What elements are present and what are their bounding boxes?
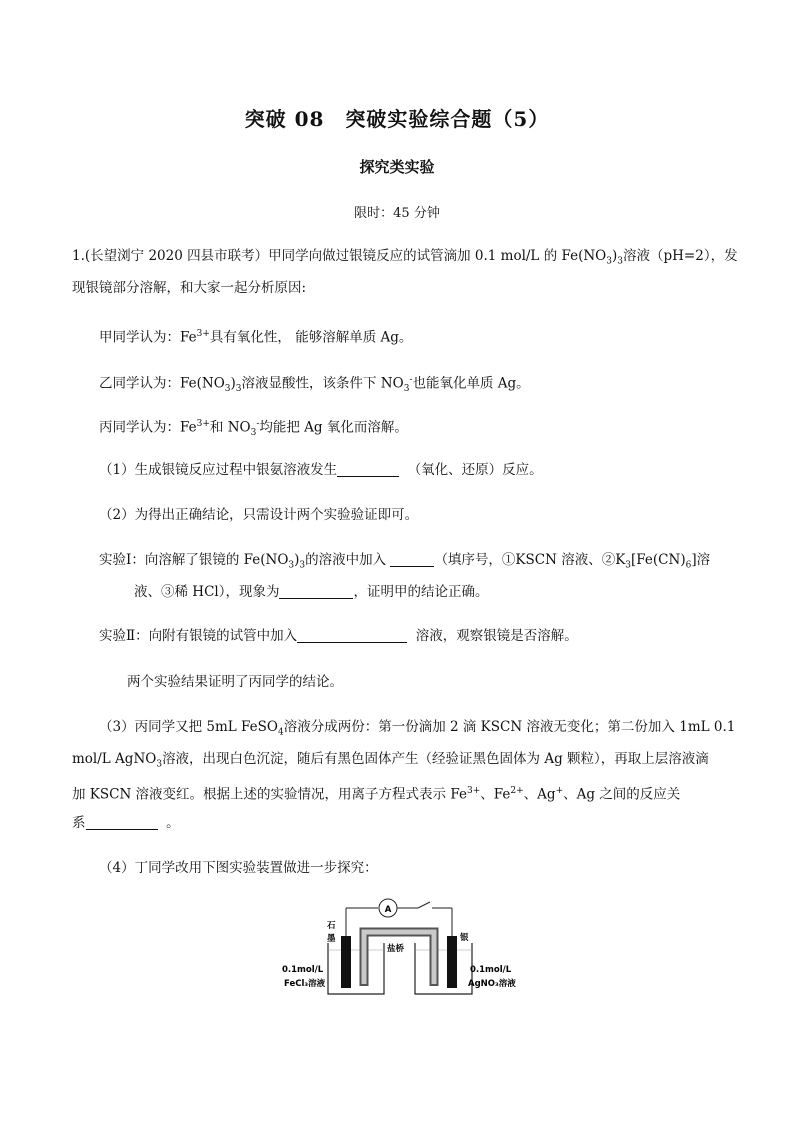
right-concentration: 0.1mol/L xyxy=(470,965,512,975)
time-limit: 限时：45 分钟 xyxy=(354,206,440,221)
left-solution: FeCl₃溶液 xyxy=(284,979,326,989)
right-electrode-label: 银 xyxy=(460,933,469,943)
right-beaker xyxy=(415,943,472,994)
question-3-line-1: （3）丙同学又把 5mL FeSO$_4$溶液分成两份：第一份滴加 2 滴 KSCN 溶液无变化；第二份加入 1mL 0.1 xyxy=(99,719,736,738)
question-intro-line-2: 现银镜部分溶解，和大家一起分析原因: xyxy=(72,280,307,296)
experiment-2: 实验Ⅱ：向附有银镜的试管中加入 溶液，观察银镜是否溶解。 xyxy=(99,628,578,644)
answer-blank-exp1-phenomenon[interactable] xyxy=(279,583,353,599)
page-title: 突破 08 突破实验综合题（5） xyxy=(244,107,550,131)
question-3-line-4: 系 。 xyxy=(72,815,180,831)
answer-blank-q1[interactable] xyxy=(337,461,399,477)
question-3-line-2: mol/L AgNO$_3$溶液，出现白色沉淀，随后有黑色固体产生（经验证黑色固体为 Ag 颗粒），再取上层溶液滴 xyxy=(72,751,709,770)
experiment-1-line-2: 液、③稀 HCl），现象为 ，证明甲的结论正确。 xyxy=(134,584,489,600)
hypothesis-bing: 丙同学认为：$Fe^{3+}$和 $NO_3^-$均能把 Ag 氧化而溶解。 xyxy=(99,419,408,439)
answer-blank-exp2[interactable] xyxy=(297,627,407,643)
graphite-electrode xyxy=(341,936,351,988)
question-1: （1）生成银镜反应过程中银氨溶液发生 （氧化、还原）反应。 xyxy=(99,462,543,478)
question-2: （2）为得出正确结论，只需设计两个实验验证即可。 xyxy=(99,507,419,523)
hypothesis-yi: 乙同学认为：$Fe(NO_3)_3$溶液显酸性，该条件下 $NO_3^-$也能氧化单质 Ag。 xyxy=(99,375,530,395)
left-beaker xyxy=(328,943,384,994)
experiment-conclusion: 两个实验结果证明了丙同学的结论。 xyxy=(127,674,343,690)
galvanic-cell-diagram xyxy=(270,888,530,1000)
answer-blank-exp1-reagent[interactable] xyxy=(390,551,434,567)
left-electrode-label-1: 石 xyxy=(327,921,336,931)
salt-bridge xyxy=(364,932,434,986)
left-electrode-label-2: 墨 xyxy=(327,934,336,944)
question-3-line-3: 加 KSCN 溶液变红。根据上述的实验情况，用离子方程式表示 $Fe^{3+}$、$Fe^{2+}$、Ag+、Ag 之间的反应关 xyxy=(72,786,681,803)
left-concentration: 0.1mol/L xyxy=(282,965,324,975)
hypothesis-jia: 甲同学认为：$Fe^{3+}$具有氧化性， 能够溶解单质 Ag。 xyxy=(99,329,413,346)
page-subtitle: 探究类实验 xyxy=(359,158,435,176)
salt-bridge-label: 盐桥 xyxy=(387,944,405,954)
answer-blank-q3[interactable] xyxy=(86,814,158,830)
switch-icon xyxy=(418,902,430,908)
silver-electrode xyxy=(447,936,457,988)
salt-bridge-inner xyxy=(364,932,434,984)
right-solution: AgNO₃溶液 xyxy=(468,979,516,989)
ammeter-label: A xyxy=(384,905,392,915)
experiment-1-line-1: 实验Ⅰ：向溶解了银镜的 $Fe(NO_3)_3$的溶液中加入 （填序号，①KSCN 溶液、$②K_3[Fe(CN)_6]$溶 xyxy=(99,552,711,571)
question-intro-line-1: 1.(长望浏宁 2020 四县市联考）甲同学向做过银镜反应的试管滴加 0.1 mol/L 的 $Fe(NO_3)_3$溶液（pH=2），发 xyxy=(72,248,738,267)
question-4: （4）丁同学改用下图实验装置做进一步探究： xyxy=(99,860,378,876)
